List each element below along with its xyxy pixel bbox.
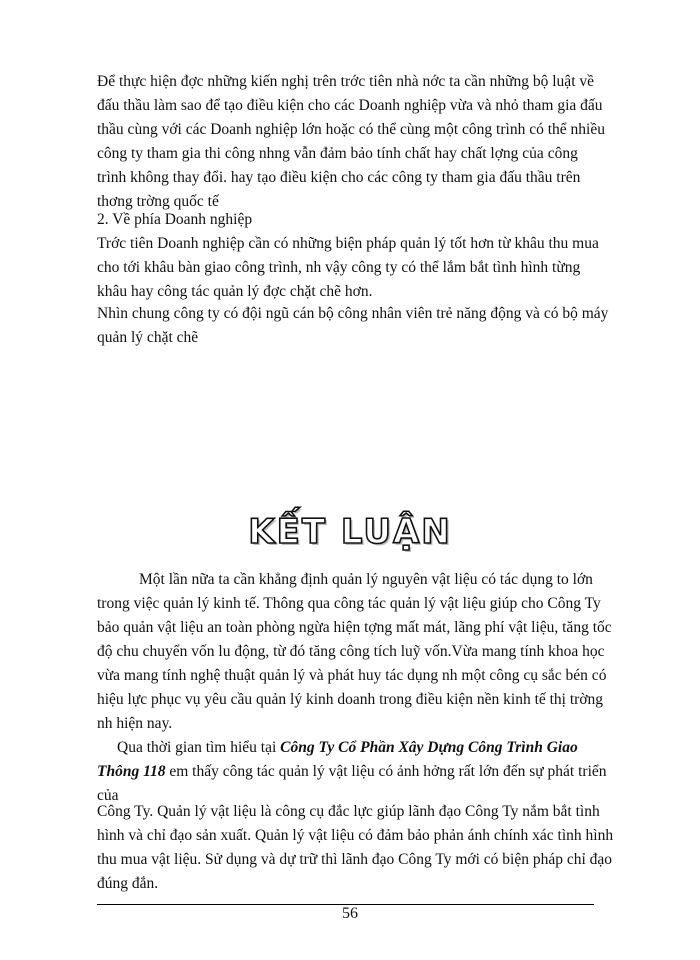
text-line: nh hiện nay. xyxy=(97,715,173,732)
text-fragment: Qua thời gian tìm hiểu tại xyxy=(117,739,277,756)
text-line: thầu cùng với các Doanh nghiệp lớn hoặc có thể cùng một công trình có thể nhiều xyxy=(97,121,605,138)
text-fragment: em thấy công tác quản lý vật liệu có ảnh hởng rất lớn đến sự phát triển xyxy=(169,763,607,780)
text-line: hiệu lực phục vụ yêu cầu quản lý kinh doanh trong điều kiện nền kinh tế thị trờng xyxy=(97,691,604,708)
text-line: bảo quản vật liệu an toàn phòng ngừa hiện tợng mất mát, lãng phí vật liệu, tăng tốc xyxy=(97,619,612,636)
text-line xyxy=(97,736,637,760)
text-line: trong việc quản lý kinh tế. Thông qua công tác quản lý vật liệu giúp cho Công Ty xyxy=(97,595,601,612)
text-line: Trớc tiên Doanh nghiệp cần có những biện pháp quản lý tốt hơn từ khâu thu mua xyxy=(97,235,599,252)
text-line: cho tới khâu bàn giao công trình, nh vậy công ty có thể lắm bắt tình hình từng xyxy=(97,259,581,276)
company-paragraph xyxy=(97,736,637,808)
page-number: 56 xyxy=(342,905,358,922)
text-line: 2. Về phía Doanh nghiệp xyxy=(97,211,253,228)
text-line: quản lý chặt chẽ xyxy=(97,329,199,346)
management-paragraph xyxy=(97,800,637,896)
text-line: Nhìn chung công ty có đội ngũ cán bộ công nhân viên trẻ năng động và có bộ máy xyxy=(97,305,609,322)
enterprise-paragraph xyxy=(97,232,637,304)
text-line: trình không thay đổi. hay tạo điều kiện cho các công ty tham gia đấu thầu trên xyxy=(97,169,581,186)
conclusion-heading-wrap xyxy=(0,512,700,552)
company-name: Thông 118 xyxy=(97,763,166,780)
recommendation-paragraph xyxy=(97,70,637,214)
conclusion-paragraph xyxy=(97,568,637,736)
conclusion-heading: KẾT LUẬN xyxy=(248,512,452,552)
text-line: đúng đắn. xyxy=(97,875,159,892)
text-line: Công Ty. Quản lý vật liệu là công cụ đắc lực giúp lãnh đạo Công Ty nắm bắt tình xyxy=(97,803,600,820)
text-line: của xyxy=(97,787,119,804)
overview-paragraph xyxy=(97,302,637,350)
text-line: độ chu chuyển vốn lu động, từ đó tăng công tích luỹ vốn.Vừa mang tính khoa học xyxy=(97,643,605,660)
text-line: Một lần nữa ta cần khẳng định quản lý nguyên vật liệu có tác dụng to lớn xyxy=(139,571,593,588)
text-line: thu mua vật liệu. Sử dụng và dự trữ thì lãnh đạo Công Ty mới có biện pháp chỉ đạo xyxy=(97,851,613,868)
text-line: vừa mang tính nghệ thuật quản lý và phát huy tác dụng nh một công cụ sắc bén có xyxy=(97,667,607,684)
text-line: Để thực hiện đợc những kiến nghị trên trớc tiên nhà nớc ta cần những bộ luật về xyxy=(97,73,594,90)
text-line: đấu thầu làm sao để tạo điều kiện cho các Doanh nghiệp vừa và nhỏ tham gia đấu xyxy=(97,97,603,114)
text-line: công ty tham gia thi công nhng vẫn đảm bảo tính chất hay chất lợng của công xyxy=(97,145,578,162)
text-line: thơng trờng quốc tế xyxy=(97,193,219,210)
text-line: hình và chỉ đạo sản xuất. Quản lý vật liệu có đảm bảo phản ánh chính xác tình hình xyxy=(97,827,614,844)
section-heading xyxy=(97,208,637,232)
text-line xyxy=(97,760,637,784)
company-name: Công Ty Cổ Phần Xây Dựng Công Trình Giao xyxy=(280,739,578,756)
text-line: khâu hay công tác quản lý đợc chặt chẽ hơn. xyxy=(97,283,373,300)
